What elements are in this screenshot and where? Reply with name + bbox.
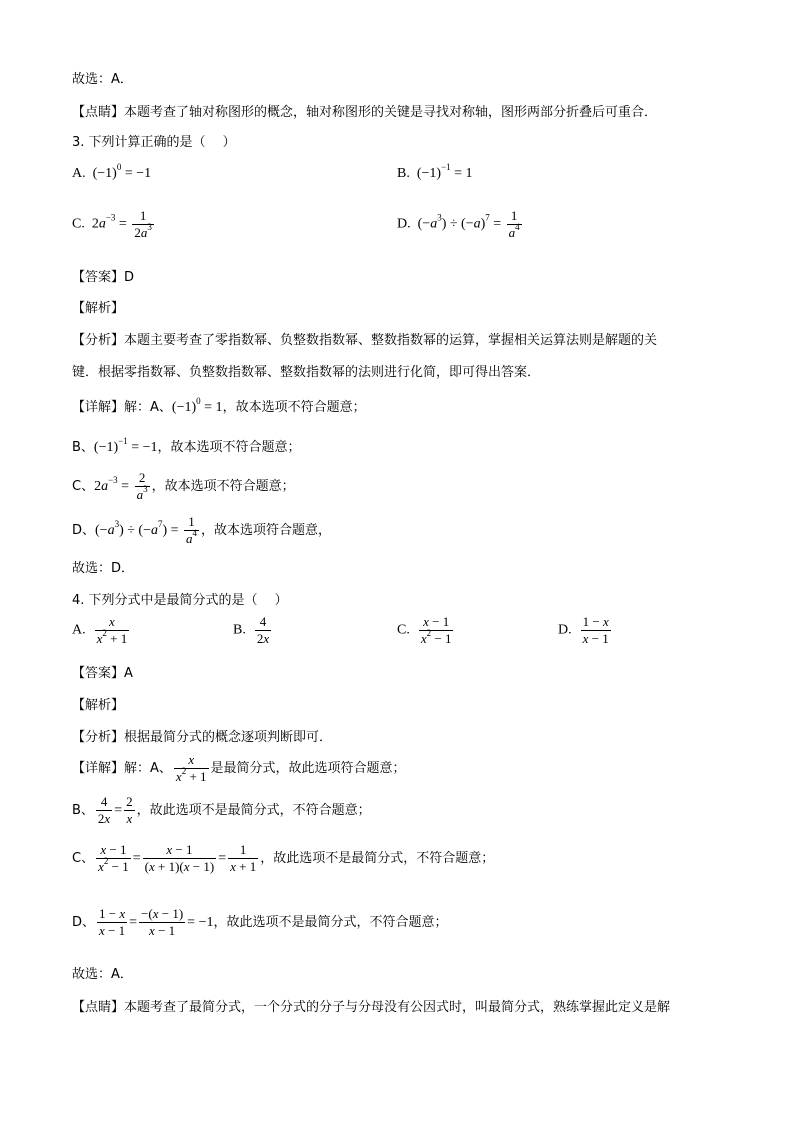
prev-choose: 故选：A． xyxy=(72,72,133,87)
q4-option-b: B. $\frac{4}{2x}$ xyxy=(233,614,270,646)
q4-note: 【点睛】本题考查了最简分式，一个分式的分子与分母没有公因式时，叫最简分式，熟练掌握此定义是解 xyxy=(72,1000,671,1015)
q4-detail-c: C、 $\frac{x - 1}{x^2 - 1}$ = $\frac{x - 1}{(x + 1)(x - 1)}$ = $\frac{1}{x + 1}$ ，故此选项不是最简分式，不符合题意； xyxy=(72,842,495,874)
q3-option-a: A. $(-1)^0 = -1$ xyxy=(72,162,152,181)
q3-analysis-tag: 【解析】 xyxy=(72,301,125,316)
note-text: 本题考查了轴对称图形的概念，轴对称图形的关键是寻找对称轴，图形两部分折叠后可重合． xyxy=(124,105,658,120)
q3-detail-b: B、$(-1)^{-1} = -1$，故本选项不符合题意； xyxy=(72,436,301,455)
q4-detail-b: B、 $\frac{4}{2x}$ = $\frac{2}{x}$ ，故此选项不是最简分式，不符合题意； xyxy=(72,794,371,826)
q3-detail-a: 【详解】解：A、$(-1)^0 = 1$，故本选项不符合题意； xyxy=(72,396,366,415)
q4-option-d: D. $\frac{1 - x}{x - 1}$ xyxy=(558,614,609,646)
q3-option-b: B. $(-1)^{-1} = 1$ xyxy=(397,162,473,181)
q4-stem: 4. 下列分式中是最简分式的是（ ） xyxy=(72,593,288,608)
q4-detail-a: 【详解】解：A、 $\frac{x}{x^2 + 1}$ 是最简分式，故此选项符合题意； xyxy=(72,752,406,784)
q4-option-c: C. $\frac{x - 1}{x^2 - 1}$ xyxy=(397,614,452,646)
q4-fenxi: 【分析】根据最简分式的概念逐项判断即可． xyxy=(72,730,333,745)
note-tag: 【点睛】 xyxy=(72,105,125,120)
q3-option-c: C. $2a^{-3}$ = $\frac{1}{2a^3}$ xyxy=(72,208,152,240)
prev-note xyxy=(72,101,657,120)
q3-stem: 3. 下列计算正确的是（ ） xyxy=(72,135,236,150)
q3-answer: 【答案】D xyxy=(72,270,135,285)
q3-detail-c: C、$2a^{-3}$ = $\frac{2}{a^3}$ ，故本选项不符合题意； xyxy=(72,470,295,502)
q4-detail-d: D、 $\frac{1 - x}{x - 1}$ = $\frac{-(x - 1)}{x - 1}$ = −1，故此选项不是最简分式，不符合题意； xyxy=(72,906,448,938)
q3-detail-d: D、$(-a^3) \div (-a^7)$ = $\frac{1}{a^4}$ ，故本选项符合题意， xyxy=(72,514,332,546)
q3-fenxi-2: 键．根据零指数幂、负整数指数幂、整数指数幂的法则进行化简，即可得出答案． xyxy=(72,365,541,380)
q4-option-a: A. $\frac{x}{x^2 + 1}$ xyxy=(72,614,128,646)
q4-analysis-tag: 【解析】 xyxy=(72,698,125,713)
q4-answer: 【答案】A xyxy=(72,666,133,681)
q4-choose: 故选：A． xyxy=(72,967,133,982)
q3-option-d: D. $(-a^3) \div (-a)^7$ = $\frac{1}{a^4}$ xyxy=(397,208,520,240)
q3-choose: 故选：D． xyxy=(72,561,135,576)
q3-fenxi-1: 【分析】本题主要考查了零指数幂、负整数指数幂、整数指数幂的运算，掌握相关运算法则是解题的关 xyxy=(72,333,658,348)
